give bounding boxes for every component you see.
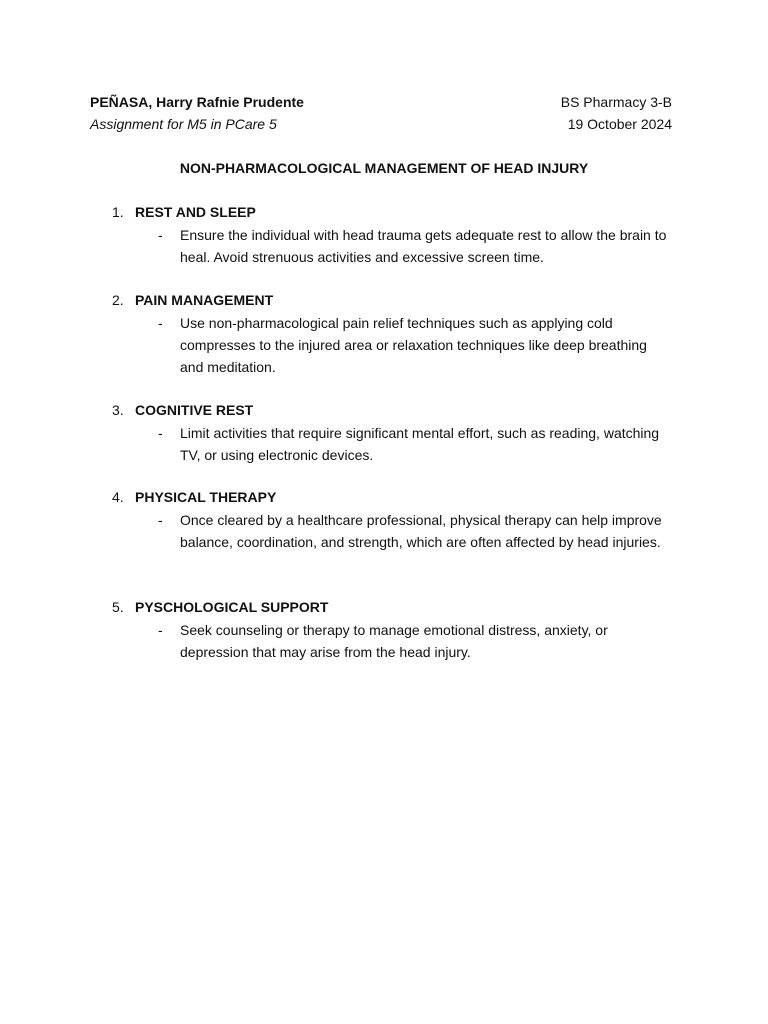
header-row-bottom [90, 114, 672, 134]
document-date: 19 October 2024 [567, 116, 672, 132]
bullet-dash: - [158, 512, 163, 528]
list-item [0, 619, 768, 663]
section-heading [0, 202, 768, 222]
list-item [0, 509, 768, 553]
author-name: PEÑASA, Harry Rafnie Prudente [90, 94, 304, 110]
section-cognitive-rest [0, 400, 768, 466]
section-number: 1. [112, 204, 124, 220]
program-section: BS Pharmacy 3-B [560, 94, 672, 110]
assignment-label: Assignment for M5 in PCare 5 [90, 116, 277, 132]
section-number: 5. [112, 599, 124, 615]
section-rest-and-sleep [0, 202, 768, 268]
bullet-dash: - [158, 227, 163, 243]
bullet-text: Once cleared by a healthcare professional, physical therapy can help improve balance, coordination, and strength, which are often affected by head injuries. [180, 512, 662, 550]
list-item [0, 224, 768, 268]
section-title: PAIN MANAGEMENT [135, 292, 274, 308]
section-physical-therapy [0, 487, 768, 553]
bullet-dash: - [158, 315, 163, 331]
section-number: 3. [112, 402, 124, 418]
section-title: PHYSICAL THERAPY [135, 489, 277, 505]
document-title: NON-PHARMACOLOGICAL MANAGEMENT OF HEAD INJURY [179, 160, 589, 176]
section-pain-management [0, 290, 768, 378]
section-title: COGNITIVE REST [135, 402, 254, 418]
bullet-dash: - [158, 425, 163, 441]
section-number: 2. [112, 292, 124, 308]
section-title: REST AND SLEEP [135, 204, 256, 220]
list-item [0, 422, 768, 466]
section-heading [0, 487, 768, 507]
bullet-text: Ensure the individual with head trauma gets adequate rest to allow the brain to heal. Avoid strenuous activities and excessive screen time. [180, 227, 667, 265]
section-psychological-support [0, 597, 768, 663]
list-item [0, 312, 768, 378]
bullet-text: Limit activities that require significant mental effort, such as reading, watching TV, or using electronic devices. [180, 425, 660, 463]
header-row-top [90, 92, 672, 112]
section-title: PYSCHOLOGICAL SUPPORT [135, 599, 329, 615]
bullet-text: Seek counseling or therapy to manage emotional distress, anxiety, or depression that may arise from the head injury. [180, 622, 608, 660]
bullet-dash: - [158, 622, 163, 638]
section-heading [0, 290, 768, 310]
bullet-text: Use non-pharmacological pain relief techniques such as applying cold compresses to the injured area or relaxation techniques like deep breathing and meditation. [180, 315, 647, 375]
section-heading [0, 400, 768, 420]
section-heading [0, 597, 768, 617]
section-number: 4. [112, 489, 124, 505]
